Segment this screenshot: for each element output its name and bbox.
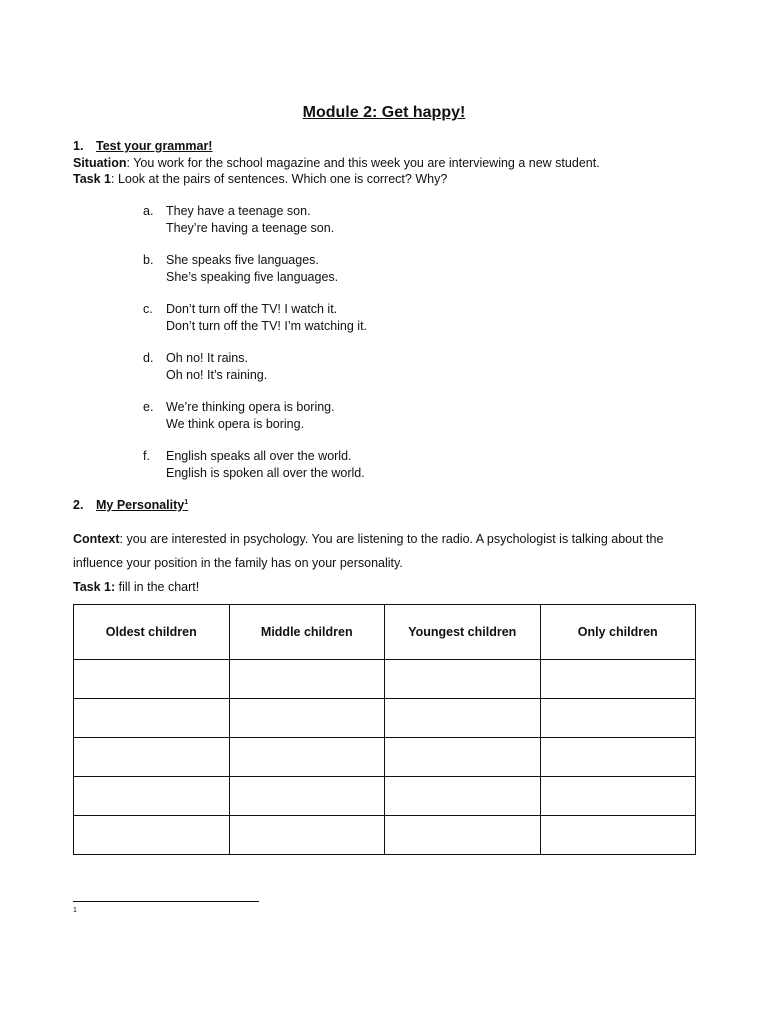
chart-cell[interactable] bbox=[540, 777, 696, 816]
item-letter: f. bbox=[143, 449, 150, 463]
sentence-first: Oh no! It rains. bbox=[166, 351, 248, 365]
chart-cell[interactable] bbox=[229, 660, 385, 699]
section2-number: 2. bbox=[73, 498, 84, 512]
table-row bbox=[74, 777, 696, 816]
task1-chart-label: Task 1: bbox=[73, 580, 116, 594]
chart-cell[interactable] bbox=[74, 816, 230, 855]
section1-heading bbox=[73, 138, 212, 154]
chart-cell[interactable] bbox=[540, 738, 696, 777]
task1-line bbox=[73, 171, 447, 187]
sentence-first: She speaks five languages. bbox=[166, 253, 319, 267]
table-row bbox=[74, 660, 696, 699]
chart-header-only: Only children bbox=[540, 605, 696, 660]
chart-header-oldest: Oldest children bbox=[74, 605, 230, 660]
chart-cell[interactable] bbox=[229, 738, 385, 777]
chart-cell[interactable] bbox=[229, 816, 385, 855]
chart-cell[interactable] bbox=[74, 699, 230, 738]
situation-text: : You work for the school magazine and this week you are interviewing a new student. bbox=[126, 156, 600, 170]
item-letter: e. bbox=[143, 400, 154, 414]
section1-title: Test your grammar! bbox=[96, 139, 213, 153]
table-row bbox=[74, 699, 696, 738]
sentence-first: English speaks all over the world. bbox=[166, 449, 352, 463]
sentence-first: Don’t turn off the TV! I watch it. bbox=[166, 302, 338, 316]
chart-cell[interactable] bbox=[229, 699, 385, 738]
footnote-divider bbox=[73, 901, 259, 902]
page-title: Module 2: Get happy! bbox=[302, 104, 466, 121]
footnote-mark: 1 bbox=[73, 907, 77, 914]
table-row bbox=[74, 738, 696, 777]
chart-cell[interactable] bbox=[385, 660, 541, 699]
section2-title bbox=[96, 498, 188, 512]
context-text-1: : you are interested in psychology. You are listening to the radio. A psychologist is talking about the bbox=[119, 532, 664, 546]
sentence-second: We think opera is boring. bbox=[166, 416, 305, 431]
chart-cell[interactable] bbox=[385, 738, 541, 777]
task1-text: : Look at the pairs of sentences. Which one is correct? Why? bbox=[111, 172, 448, 186]
sentence-second: Oh no! It’s raining. bbox=[166, 367, 268, 382]
task1-label: Task 1 bbox=[73, 172, 111, 186]
chart-cell[interactable] bbox=[74, 660, 230, 699]
context-label: Context bbox=[73, 532, 120, 546]
chart-cell[interactable] bbox=[385, 816, 541, 855]
item-letter: c. bbox=[143, 302, 153, 316]
chart-header-middle: Middle children bbox=[229, 605, 385, 660]
chart-cell[interactable] bbox=[74, 738, 230, 777]
sentence-second: English is spoken all over the world. bbox=[166, 465, 365, 480]
chart-cell[interactable] bbox=[540, 699, 696, 738]
sentence-second: Don’t turn off the TV! I’m watching it. bbox=[166, 318, 368, 333]
item-letter: a. bbox=[143, 204, 154, 218]
chart-cell[interactable] bbox=[229, 777, 385, 816]
section1-number: 1. bbox=[73, 139, 84, 153]
chart-cell[interactable] bbox=[540, 660, 696, 699]
personality-chart bbox=[73, 604, 696, 855]
context-line-2: influence your position in the family has on your personality. bbox=[73, 556, 403, 570]
table-row bbox=[74, 816, 696, 855]
item-letter: b. bbox=[143, 253, 154, 267]
chart-cell[interactable] bbox=[385, 699, 541, 738]
chart-cell[interactable] bbox=[74, 777, 230, 816]
task1-chart-text: fill in the chart! bbox=[115, 580, 200, 594]
section2-title-text: My Personality bbox=[96, 498, 185, 512]
section2-heading bbox=[73, 497, 188, 513]
situation-line bbox=[73, 155, 600, 171]
chart-header-row bbox=[74, 605, 696, 660]
sentence-first: We’re thinking opera is boring. bbox=[166, 400, 335, 414]
task1-chart-line bbox=[73, 579, 199, 595]
footnote-reference[interactable]: 1 bbox=[184, 499, 189, 506]
sentence-second: She’s speaking five languages. bbox=[166, 269, 339, 284]
situation-label: Situation bbox=[73, 156, 127, 170]
chart-cell[interactable] bbox=[385, 777, 541, 816]
context-line bbox=[73, 531, 663, 547]
sentence-first: They have a teenage son. bbox=[166, 204, 311, 218]
item-letter: d. bbox=[143, 351, 154, 365]
sentence-second: They’re having a teenage son. bbox=[166, 220, 335, 235]
chart-cell[interactable] bbox=[540, 816, 696, 855]
chart-header-youngest: Youngest children bbox=[385, 605, 541, 660]
